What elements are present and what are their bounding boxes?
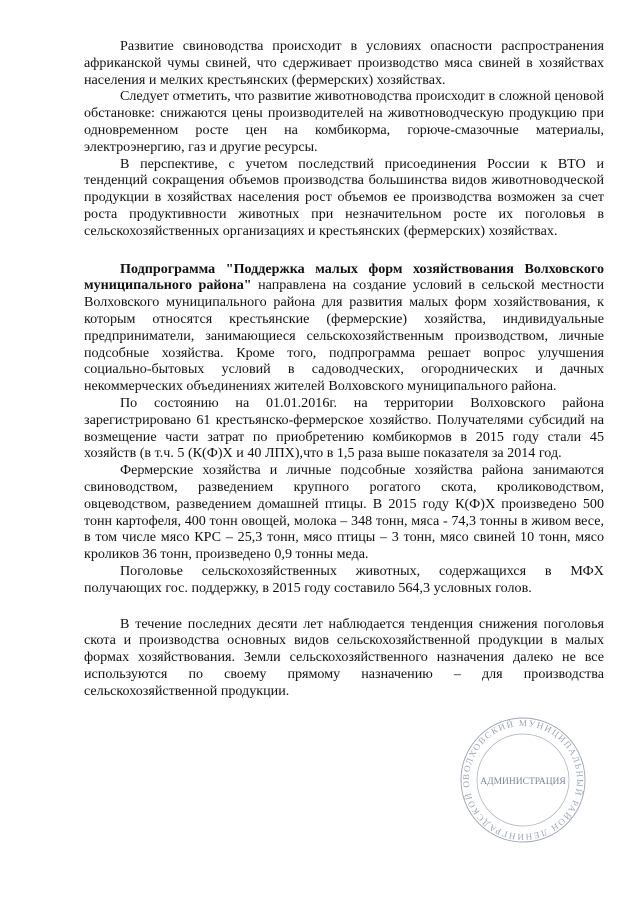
svg-text:ВОЛХОВСКИЙ МУНИЦИПАЛЬНЫЙ РАЙОН	[444, 712, 585, 842]
paragraph-subprogram	[84, 261, 604, 395]
paragraph-pig-farming: Развитие свиноводства происходит в условиях опасности распространения африканской чумы свиней, что сдерживает производство мяса свиней в хозяйствах населения и мелких крестьянских (фермерских) хозяйствах.	[84, 38, 604, 88]
paragraph-price-situation: Следует отметить, что развитие животноводства происходит в сложной ценовой обстановке: снижаются цены производителей на животноводческую продукцию при одновременном росте цен на комбикорма, горюче-смазочные материалы, электроэнергию, газ и другие ресурсы.	[84, 88, 604, 155]
document-body	[84, 38, 604, 699]
spacer	[84, 240, 604, 261]
paragraph-decline-trend: В течение последних десяти лет наблюдается тенденция снижения поголовья скота и производства основных видов сельскохозяйственной продукции в малых формах хозяйствования. Земли сельскохозяйственного назначения далеко не все используются по своему прямому назначению – для производства сельскохозяйственной продукции.	[84, 615, 604, 699]
subprogram-title: Подпрограмма "Поддержка малых форм хозяйствования Волховского муниципального района"	[84, 260, 604, 294]
paragraph-farm-registration: По состоянию на 01.01.2016г. на территории Волховского района зарегистрировано 61 крестьянско-фермерское хозяйство. Получателями субсидий на возмещение части затрат по приобретению комбикормов в 2015 году стали 45 хозяйств (в т.ч. 5 (К(Ф)Х и 40 ЛПХ),что в 1,5 раза выше показателя за 2014 год.	[84, 394, 604, 462]
paragraph-wto-outlook: В перспективе, с учетом последствий присоединения России к ВТО и тенденций сокращения объемов производства большинства видов животноводческой продукции в хозяйствах населения рост объемов ее производства возможен за счет роста продуктивности животных при незначительном росте их поголовья в сельскохозяйственных организациях и крестьянских (фермерских) хозяйствах.	[84, 155, 604, 239]
paragraph-production-volumes: Фермерские хозяйства и личные подсобные хозяйства района занимаются свиноводством, разведением крупного рогатого скота, кролиководством, овцеводством, разведением домашней птицы. В 2015 году К(Ф)Х произведено 500 тонн картофеля, 400 тонн овощей, молока – 348 тонн, мяса - 74,3 тонны в живом весе, в том числе мясо КРС – 25,3 тонн, мясо птицы – 3 тонн, мясо свиней 10 тонн, мясо кроликов 36 тонн, произведено 0,9 тонны меда.	[84, 462, 604, 563]
subprogram-description: направлена на создание условий в сельской местности Волховского муниципального района для развития малых форм хозяйствования, к которым относятся крестьянские (фермерские) хозяйства, индивидуальные предприниматели, занимающиеся сельскохозяйственным производством, личные подсобные хозяйства. Кроме того, подпрограмма решает вопрос улучшения социально-бытовых условий в садоводческих, огороднических и дачных некоммерческих объединениях жителей Волховского муниципального района.	[84, 277, 604, 395]
paragraph-livestock-count: Поголовье сельскохозяйственных животных, содержащихся в МФХ получающих гос. поддержку, в 2015 году составило 564,3 условных голов.	[84, 562, 604, 596]
stamp-seal-graphic	[444, 712, 598, 843]
official-stamp	[444, 712, 598, 843]
spacer	[84, 597, 604, 616]
stamp-center-text: АДМИНИСТРАЦИЯ	[480, 777, 566, 787]
stamp-ring-text: ВОЛХОВСКИЙ МУНИЦИПАЛЬНЫЙ РАЙОН ЛЕНИНГРАДСКОЙ ОБЛАСТИ	[444, 712, 586, 843]
